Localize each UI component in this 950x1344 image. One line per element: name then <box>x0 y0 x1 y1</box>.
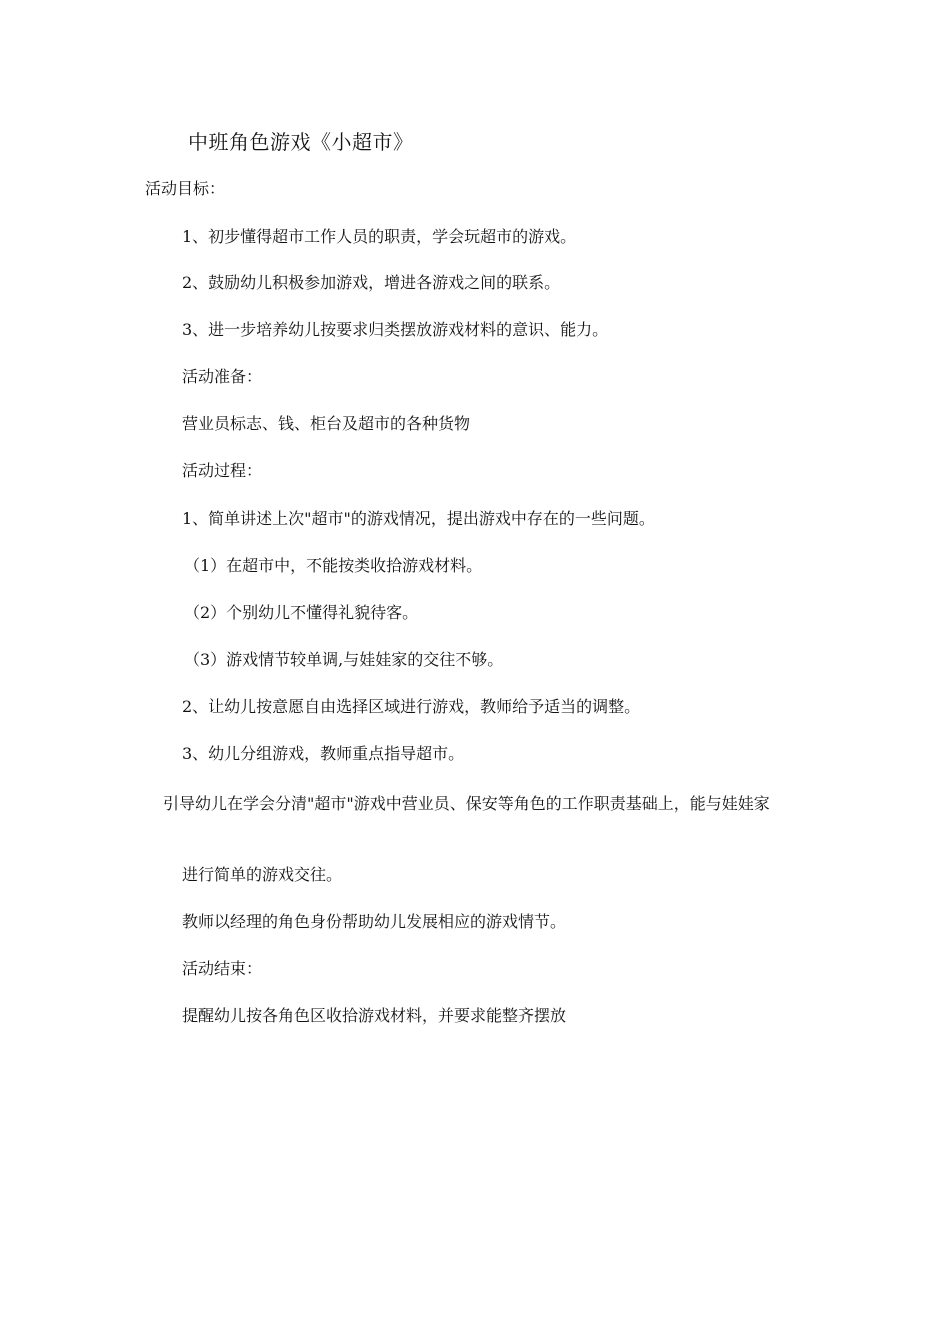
issue-item-1: （1）在超市中，不能按类收拾游戏材料。 <box>184 556 483 575</box>
document-title: 中班角色游戏《小超市》 <box>188 130 414 154</box>
end-text: 提醒幼儿按各角色区收拾游戏材料，并要求能整齐摆放 <box>182 1006 567 1025</box>
process-step-2: 2、让幼儿按意愿自由选择区域进行游戏，教师给予适当的调整。 <box>182 697 641 716</box>
goal-item-2: 2、鼓励幼儿积极参加游戏，增进各游戏之间的联系。 <box>182 273 561 292</box>
process-step-3: 3、幼儿分组游戏，教师重点指导超市。 <box>182 744 465 763</box>
guide-paragraph: 引导幼儿在学会分清"超市"游戏中营业员、保安等角色的工作职责基础上，能与娃娃家 <box>163 794 770 813</box>
guide-continuation: 进行简单的游戏交往。 <box>182 865 343 884</box>
section-heading-prep: 活动准备： <box>182 367 263 386</box>
section-heading-process: 活动过程： <box>182 461 263 480</box>
section-heading-goals: 活动目标： <box>145 179 226 198</box>
process-step-1: 1、简单讲述上次"超市"的游戏情况，提出游戏中存在的一些问题。 <box>182 509 655 528</box>
teacher-paragraph: 教师以经理的角色身份帮助幼儿发展相应的游戏情节。 <box>182 912 567 931</box>
section-heading-end: 活动结束： <box>182 959 263 978</box>
issue-item-3: （3）游戏情节较单调,与娃娃家的交往不够。 <box>184 650 504 669</box>
issue-item-2: （2）个别幼儿不懂得礼貌待客。 <box>184 603 419 622</box>
goal-item-3: 3、进一步培养幼儿按要求归类摆放游戏材料的意识、能力。 <box>182 320 609 339</box>
goal-item-1: 1、初步懂得超市工作人员的职责，学会玩超市的游戏。 <box>182 227 577 246</box>
prep-text: 营业员标志、钱、柜台及超市的各种货物 <box>182 414 471 433</box>
